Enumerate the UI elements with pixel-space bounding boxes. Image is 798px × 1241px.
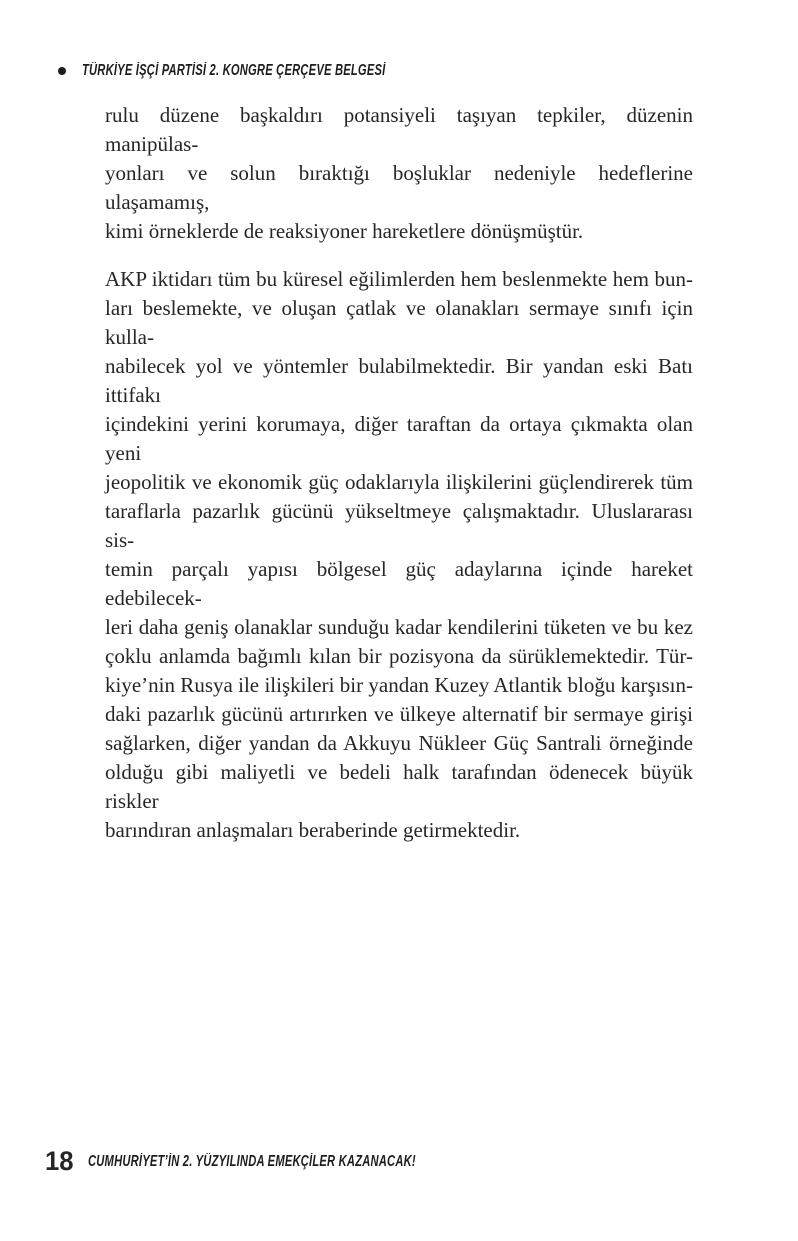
body-text-line: leri daha geniş olanaklar sunduğu kadar kendilerini tüketen ve bu kez (105, 615, 693, 639)
running-header-title: TÜRKİYE İŞÇİ PARTİSİ 2. KONGRE ÇERÇEVE BELGESİ (82, 62, 386, 79)
body-text-line: sağlarken, diğer yandan da Akkuyu Nükleer Güç Santrali örneğinde (105, 731, 693, 755)
paragraph (105, 265, 693, 845)
page-number: 18 (45, 1146, 74, 1176)
paragraph (105, 101, 693, 246)
page-footer (45, 1146, 543, 1177)
running-header (58, 62, 503, 80)
footer-slogan: CUMHURİYET’İN 2. YÜZYILINDA EMEKÇİLER KAZANACAK! (88, 1152, 416, 1170)
body-text-line: barındıran anlaşmaları beraberinde getirmektedir. (105, 818, 521, 842)
body-text-line: çoklu anlamda bağımlı kılan bir pozisyona da sürüklemektedir. Tür- (105, 644, 693, 668)
body-text-line: rulu düzene başkaldırı potansiyeli taşıyan tepkiler, düzenin manipülas- (105, 103, 693, 156)
body-text (105, 101, 693, 864)
body-text-line: jeopolitik ve ekonomik güç odaklarıyla ilişkilerini güçlendirerek tüm (105, 470, 693, 494)
body-text-line: AKP iktidarı tüm bu küresel eğilimlerden hem beslenmekte hem bun- (105, 267, 693, 291)
body-text-line: yonları ve solun bıraktığı boşluklar nedeniyle hedeflerine ulaşamamış, (105, 161, 693, 214)
body-text-line: nabilecek yol ve yöntemler bulabilmektedir. Bir yandan eski Batı ittifakı (105, 354, 693, 407)
body-text-line: kimi örneklerde de reaksiyoner hareketlere dönüşmüştür. (105, 219, 584, 243)
body-text-line: temin parçalı yapısı bölgesel güç adaylarına içinde hareket edebilecek- (105, 557, 693, 610)
header-bullet-icon (58, 67, 66, 75)
body-text-line: taraflarla pazarlık gücünü yükseltmeye çalışmaktadır. Uluslararası sis- (105, 499, 693, 552)
body-text-line: içindekini yerini korumaya, diğer taraftan da ortaya çıkmakta olan yeni (105, 412, 693, 465)
body-text-line: olduğu gibi maliyetli ve bedeli halk tarafından ödenecek büyük riskler (105, 760, 693, 813)
body-text-line: kiye’nin Rusya ile ilişkileri bir yandan Kuzey Atlantik bloğu karşısın- (105, 673, 693, 697)
body-text-line: daki pazarlık gücünü artırırken ve ülkeye alternatif bir sermaye girişi (105, 702, 693, 726)
body-text-line: ları beslemekte, ve oluşan çatlak ve olanakları sermaye sınıfı için kulla- (105, 296, 693, 349)
